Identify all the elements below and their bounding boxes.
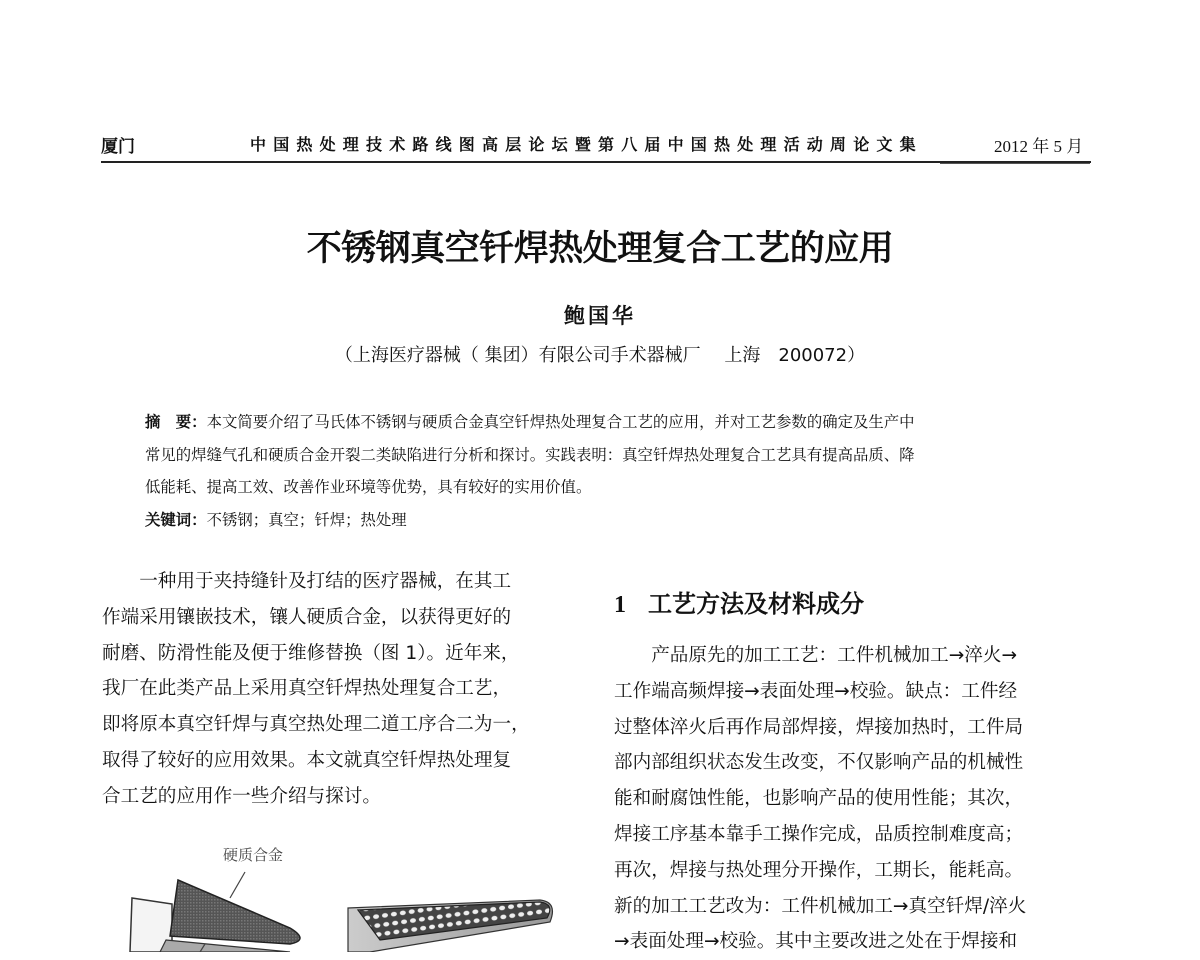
section-title: 工艺方法及材料成分 (648, 590, 864, 618)
body-line: 新的加工工艺改为：工件机械加工→真空钎焊/淬火 (614, 895, 1027, 917)
body-line: 耐磨、防滑性能及便于维修替换（图 1）。近年来， (102, 642, 520, 664)
section-1-body (614, 638, 1092, 960)
body-line: 即将原本真空钎焊与真空热处理二道工序合二为一， (102, 714, 530, 736)
instrument-tip-illustration (100, 860, 600, 952)
section-heading (614, 584, 864, 619)
section-number: 1 (614, 592, 626, 618)
body-line: 产品原先的加工工艺：工件机械加工→淬火→ (614, 645, 1018, 666)
body-line: 取得了较好的应用效果。本文就真空钎焊热处理复 (102, 749, 512, 771)
abstract-line: 低能耗、提高工效、改善作业环境等优势，具有较好的实用价值。 (145, 478, 592, 496)
running-header-proceedings: 中国热处理技术路线图高层论坛暨第八届中国热处理活动周论文集 (250, 135, 923, 154)
abstract-line (145, 406, 1065, 439)
keywords-label: 关键词： (145, 510, 207, 529)
author-affiliation: （上海医疗器械（ 集团）有限公司手术器械厂 上海 200072） (334, 345, 866, 366)
body-line: 能和耐腐蚀性能，也影响产品的使用性能；其次， (614, 788, 1024, 810)
body-line: 合工艺的应用作一些介绍与探讨。 (102, 785, 381, 807)
abstract-line: 常见的焊缝气孔和硬质合金开裂二类缺陷进行分析和探讨。实践表明：真空钎焊热处理复合工艺具有提高品质、降 (145, 445, 915, 464)
body-line: 再次，焊接与热处理分开操作，工期长，能耗高。 (614, 859, 1024, 881)
body-line: 过整体淬火后再作局部焊接，焊接加热时，工件局 (614, 716, 1024, 738)
author-name: 鲍国华 (564, 304, 636, 328)
abstract-label: 摘 要： (145, 413, 207, 431)
abstract-text: 本文简要介绍了马氏体不锈钢与硬质合金真空钎焊热处理复合工艺的应用，并对工艺参数的确定及生产中 (206, 413, 915, 431)
body-line: 我厂在此类产品上采用真空钎焊热处理复合工艺， (102, 678, 512, 700)
body-line: →表面处理→校验。其中主要改进之处在于焊接和 (614, 931, 1018, 953)
body-line: 焊接工序基本靠手工操作完成，品质控制难度高； (614, 823, 1024, 845)
body-line: 一种用于夹持缝针及打结的医疗器械，在其工 (102, 571, 512, 592)
body-line: 作端采用镶嵌技术，镶人硬质合金，以获得更好的 (102, 606, 512, 628)
running-header-location: 厦门 (101, 137, 135, 157)
abstract (145, 406, 1065, 536)
header-rule-secondary (940, 163, 1090, 164)
body-line: 工作端高频焊接→表面处理→校验。缺点：工件经 (614, 680, 1018, 702)
body-line: 部内部组织状态发生改变，不仅影响产品的机械性 (614, 752, 1024, 774)
paper-title: 不锈钢真空钎焊热处理复合工艺的应用 (306, 229, 894, 269)
running-header-date: 2012 年 5 月 (994, 137, 1084, 156)
figure-1-instrument-tips (100, 860, 600, 952)
keywords-line (145, 504, 1065, 537)
intro-column (102, 564, 577, 815)
keywords: 不锈钢；真空；钎焊；热处理 (206, 510, 407, 529)
figure-label-carbide: 硬质合金 (223, 846, 284, 864)
